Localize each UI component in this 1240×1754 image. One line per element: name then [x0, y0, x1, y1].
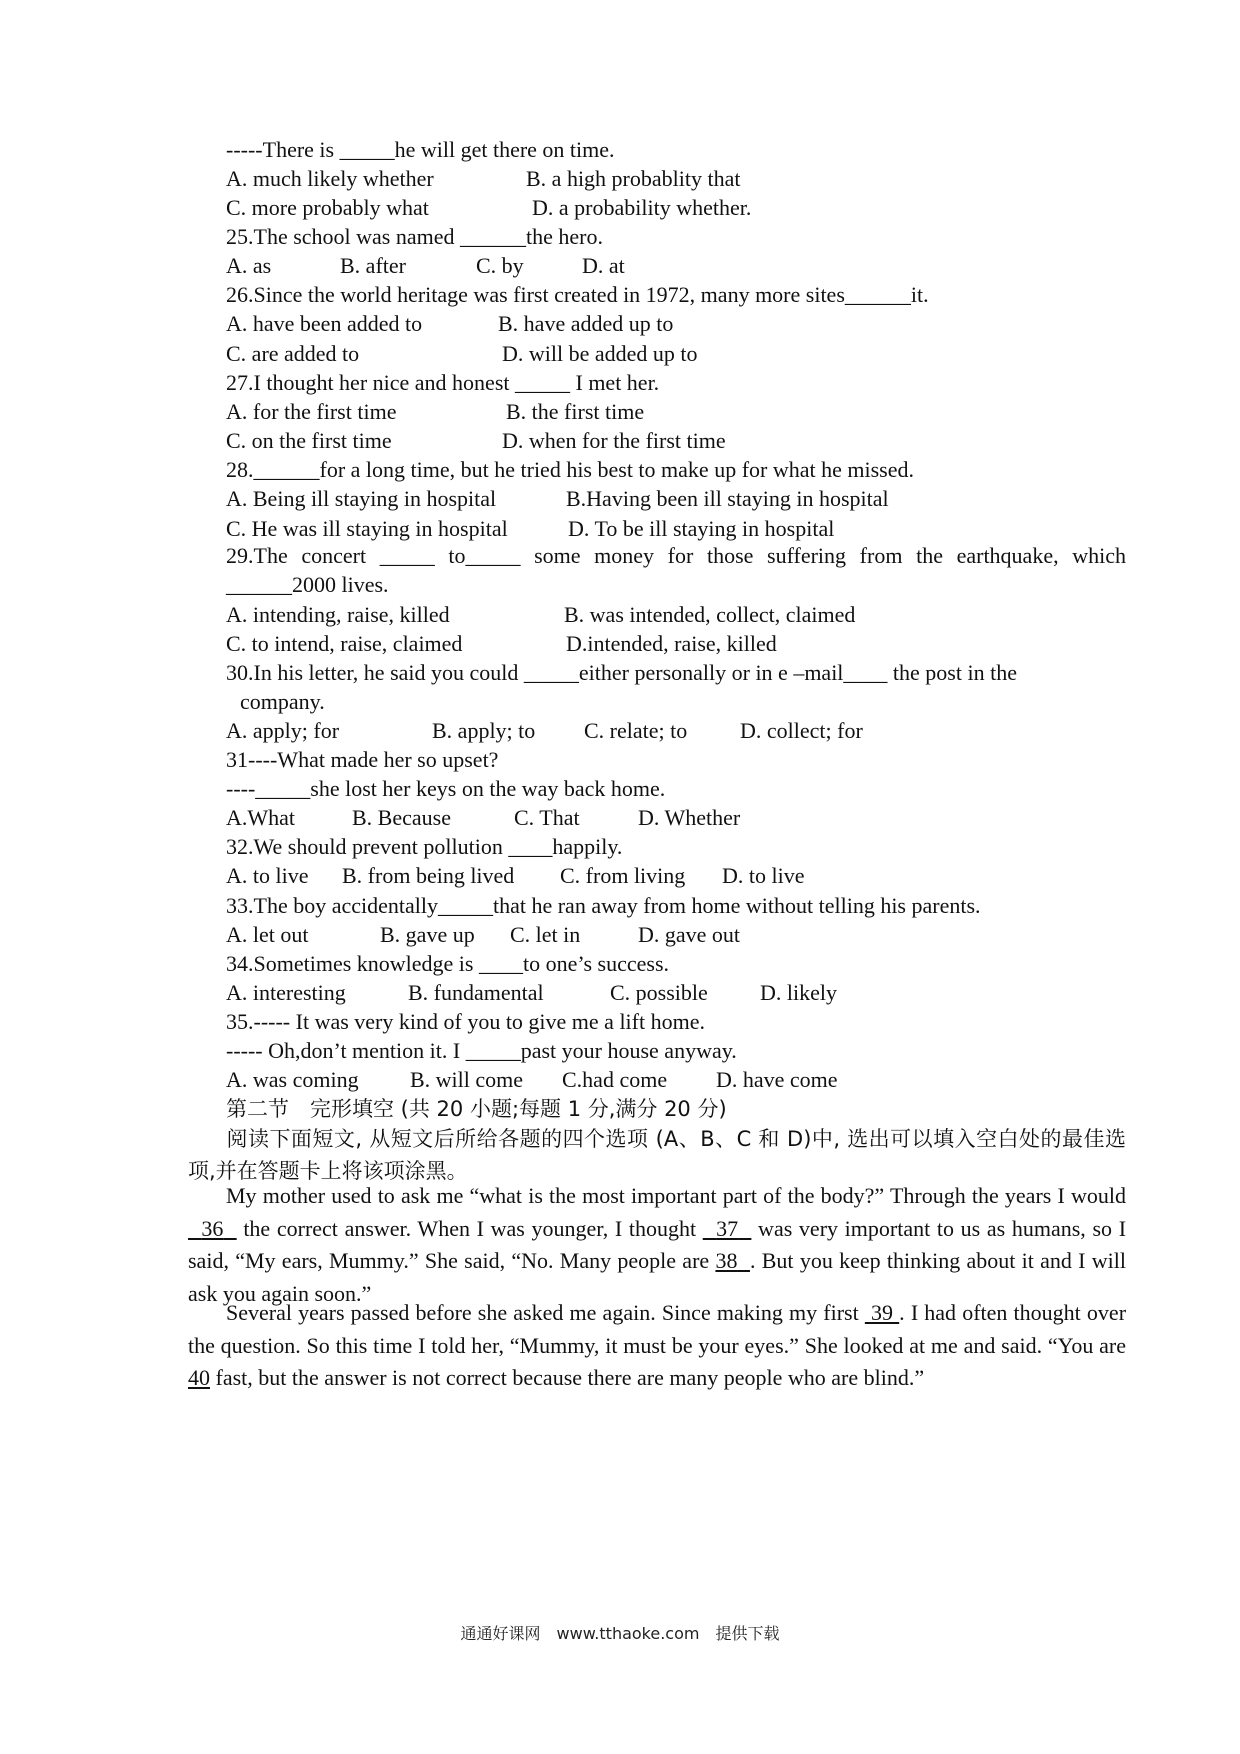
option-c: C. are added to: [226, 341, 360, 366]
option-c: C. He was ill staying in hospital: [226, 516, 508, 541]
option-c: C. by: [476, 253, 524, 278]
instruction-text: 阅读下面短文, 从短文后所给各题的四个选项 (A、B、C 和 D)中, 选出可以填入空白处的最佳选项,并在答题卡上将该项涂黑。: [188, 1127, 1126, 1183]
question-35-stem-cont: ----- Oh,don’t mention it. I _____past your house anyway.: [226, 1038, 737, 1063]
blank-number: 39: [871, 1300, 894, 1325]
question-30-options: [226, 715, 1126, 747]
question-27-options-2: [226, 425, 1126, 457]
option-a: A. for the first time: [226, 399, 397, 424]
blank-40: [188, 1365, 210, 1390]
option-a: A. Being ill staying in hospital: [226, 486, 497, 511]
option-d: D. at: [582, 253, 625, 278]
question-29-stem: 29.The concert _____ to_____ some money for those suffering from the earthquake, which ______2000 lives.: [226, 543, 1126, 597]
question-31-options: [226, 802, 1126, 834]
option-b: B. the first time: [506, 399, 645, 424]
question-33-stem: 33.The boy accidentally_____that he ran away from home without telling his parents.: [226, 893, 981, 918]
option-b: B. was intended, collect, claimed: [564, 602, 856, 627]
blank-number: 40: [188, 1365, 210, 1391]
option-d: D. collect; for: [740, 718, 863, 743]
page-footer: 通通好课网 www.tthaoke.com 提供下载: [460, 1624, 780, 1643]
question-31-stem: 31----What made her so upset?: [226, 747, 499, 772]
option-a: A. have been added to: [226, 311, 423, 336]
question-24-options: [226, 163, 1126, 195]
option-d: D. will be added up to: [502, 341, 698, 366]
option-b: B. Because: [352, 805, 451, 830]
blank-number: 37: [716, 1215, 739, 1241]
option-b: B. gave up: [380, 922, 475, 947]
option-b: B. from being lived: [342, 863, 515, 888]
passage-text: was very important to us as humans, so I said, “My ears, Mummy.” She said, “No. Many people are: [188, 1215, 1127, 1274]
question-30-stem: 30.In his letter, he said you could _____either personally or in e –mail____ the post in the: [226, 660, 1017, 685]
option-c: C. to intend, raise, claimed: [226, 631, 463, 656]
option-b: B. will come: [410, 1067, 524, 1092]
question-27-options: [226, 396, 1126, 428]
question-26-options-2: [226, 338, 1126, 370]
question-27-stem: 27.I thought her nice and honest _____ I met her.: [226, 370, 660, 395]
option-d: D. Whether: [638, 805, 741, 830]
section-title: 第二节 完形填空 (共 20 小题;每题 1 分,满分 20 分): [226, 1097, 727, 1121]
blank-38: [715, 1248, 750, 1273]
question-30-stem-cont: company.: [240, 689, 325, 714]
blank-number: 38: [715, 1248, 738, 1274]
passage-text: . I had often thought over the question. So this time I told her, “Mummy, it must be your eyes.” She looked at me and said. “You are: [188, 1300, 1127, 1358]
option-c: C. relate; to: [584, 718, 688, 743]
section-instruction: [188, 1123, 1126, 1187]
question-28-options: [226, 483, 1126, 515]
option-b: B. fundamental: [408, 980, 544, 1005]
question-24-stem: -----There is _____he will get there on time.: [226, 137, 615, 162]
question-34-stem: 34.Sometimes knowledge is ____to one’s success.: [226, 951, 670, 976]
question-25-stem: 25.The school was named ______the hero.: [226, 224, 603, 249]
question-35-stem: 35.----- It was very kind of you to give me a lift home.: [226, 1009, 705, 1034]
option-d: D. likely: [760, 980, 837, 1005]
option-b: B.Having been ill staying in hospital: [566, 486, 889, 511]
question-32-stem: 32.We should prevent pollution ____happily.: [226, 834, 623, 859]
option-d: D. when for the first time: [502, 428, 726, 453]
question-29-options-2: [226, 628, 1126, 660]
passage-text: My mother used to ask me “what is the most important part of the body?” Through the years I would: [226, 1183, 1126, 1208]
option-d: D. gave out: [638, 922, 741, 947]
blank-39: [865, 1300, 899, 1325]
option-c: C. from living: [560, 863, 686, 888]
option-c: C. possible: [610, 980, 708, 1005]
option-a: A. let out: [226, 922, 309, 947]
option-a: A. intending, raise, killed: [226, 602, 450, 627]
option-a: A. much likely whether: [226, 166, 434, 191]
question-26-options: [226, 308, 1126, 340]
option-b: B. a high probablity that: [526, 166, 741, 191]
question-29-options: [226, 599, 1126, 631]
option-a: A. apply; for: [226, 718, 340, 743]
option-a: A. interesting: [226, 980, 346, 1005]
option-c: C. That: [514, 805, 580, 830]
passage-text: the correct answer. When I was younger, I thought: [236, 1215, 703, 1241]
passage-text: fast, but the answer is not correct because there are many people who are blind.”: [210, 1365, 925, 1391]
option-d: D. to live: [722, 863, 805, 888]
option-c: C. on the first time: [226, 428, 392, 453]
question-33-options: [226, 919, 1126, 951]
option-c: C.had come: [562, 1067, 668, 1092]
question-34-options: [226, 977, 1126, 1009]
option-b: B. apply; to: [432, 718, 536, 743]
question-32-options: [226, 860, 1126, 892]
question-28-stem: 28.______for a long time, but he tried his best to make up for what he missed.: [226, 457, 914, 482]
option-a: A. to live: [226, 863, 309, 888]
option-b: B. have added up to: [498, 311, 674, 336]
question-26-stem: 26.Since the world heritage was first created in 1972, many more sites______it.: [226, 282, 929, 307]
option-d: D. a probability whether.: [532, 195, 752, 220]
blank-number: 36: [201, 1215, 224, 1241]
passage-paragraph-2: [188, 1297, 1126, 1395]
question-24-options-2: [226, 192, 1126, 224]
option-d: D.intended, raise, killed: [566, 631, 777, 656]
option-c: C. let in: [510, 922, 581, 947]
option-a: A. as: [226, 253, 272, 278]
blank-37: [703, 1216, 752, 1241]
option-a: A.What: [226, 805, 296, 830]
question-25-options: [226, 250, 1126, 282]
option-c: C. more probably what: [226, 195, 429, 220]
option-d: D. have come: [716, 1067, 838, 1092]
question-31-stem-cont: ----_____she lost her keys on the way back home.: [226, 776, 666, 801]
question-35-options: [226, 1064, 1126, 1096]
option-d: D. To be ill staying in hospital: [568, 516, 835, 541]
blank-36: [188, 1216, 237, 1241]
passage-text: . But you keep thinking about it and I will ask you again soon.”: [188, 1248, 1126, 1306]
option-a: A. was coming: [226, 1067, 359, 1092]
option-b: B. after: [340, 253, 406, 278]
passage-paragraph-1: [188, 1180, 1126, 1310]
passage-text: Several years passed before she asked me again. Since making my first: [226, 1300, 865, 1325]
